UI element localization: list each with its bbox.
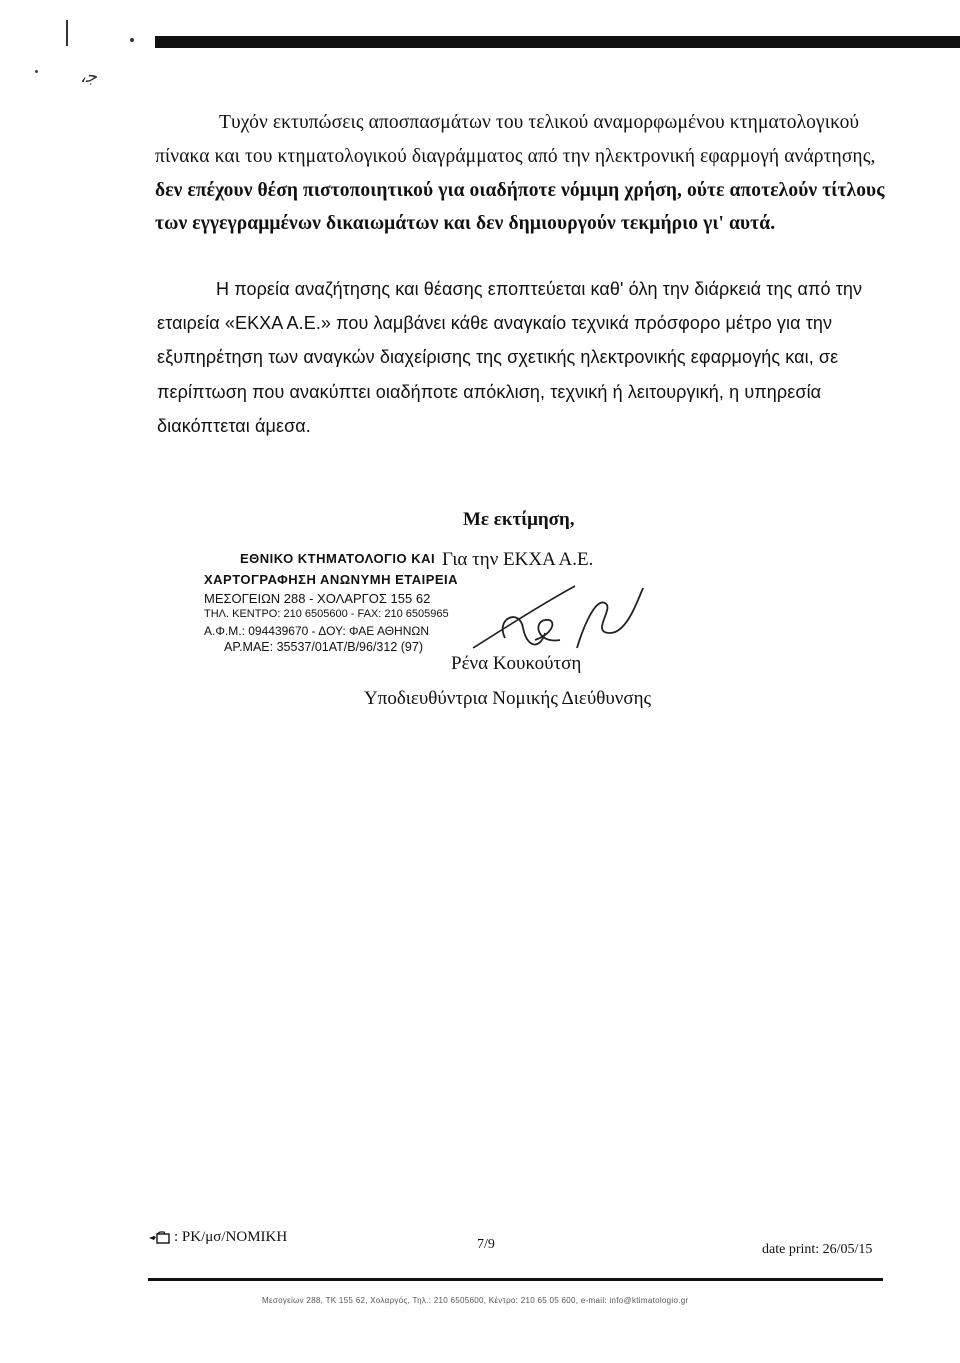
closing-regards: Με εκτίμηση, <box>463 509 575 530</box>
date-print: date print: 26/05/15 <box>762 1242 873 1257</box>
footer-reference <box>148 1229 287 1246</box>
paragraph-line: εξυπηρέτηση των αναγκών διαχείρισης της σχετικής ηλεκτρονικής εφαρμογής και, σε <box>157 347 839 367</box>
stamp-line: ΤΗΛ. ΚΕΝΤΡΟ: 210 6505600 - FAX: 210 6505965 <box>204 608 449 620</box>
paragraph-line: των εγγεγραμμένων δικαιωμάτων και δεν δημιουργούν τεκμήριο γι' αυτά. <box>155 213 776 234</box>
stamp-line: ΕΘΝΙΚΟ ΚΤΗΜΑΤΟΛΟΓΙΟ ΚΑΙ <box>240 551 436 566</box>
signatory-title: Υποδιευθύντρια Νομικής Διεύθυνσης <box>364 688 652 709</box>
scan-mark <box>66 20 68 46</box>
signatory-name: Ρένα Κουκούτση <box>451 653 582 674</box>
paragraph-line: διακόπτεται άμεσα. <box>157 416 311 436</box>
scan-mark: ،ﺟ <box>80 66 97 86</box>
stamp-line: ΧΑΡΤΟΓΡΑΦΗΣΗ ΑΝΩΝΥΜΗ ΕΤΑΙΡΕΙΑ <box>204 572 459 587</box>
paragraph-line: Τυχόν εκτυπώσεις αποσπασμάτων του τελικού αναμορφωμένου κτηματολογικού <box>219 112 860 133</box>
paragraph-line: Η πορεία αναζήτησης και θέασης εποπτεύεται καθ' όλη την διάρκειά της από την <box>216 279 863 299</box>
paragraph-line: δεν επέχουν θέση πιστοποιητικού για οιαδήποτε νόμιμη χρήση, ούτε αποτελούν τίτλους <box>155 180 885 201</box>
stamp-line: ΜΕΣΟΓΕΙΩΝ 288 - ΧΟΛΑΡΓΟΣ 155 62 <box>204 591 431 606</box>
paragraph-line: εταιρεία «ΕΚΧΑ Α.Ε.» που λαμβάνει κάθε αναγκαίο τεχνικά πρόσφορο μέτρο για την <box>157 313 833 333</box>
stamp-line: Α.Φ.Μ.: 094439670 - ΔΟΥ: ΦΑΕ ΑΘΗΝΩΝ <box>204 624 429 638</box>
footer-ref-text: : PK/μσ/ΝΟΜΙΚΗ <box>174 1229 288 1245</box>
footer-address: Μεσογείων 288, ΤΚ 155 62, Χολαργός, Τηλ.: 210 6505600, Κέντρο: 210 65 05 600, e-mail: info@ktimatologio.gr <box>262 1296 689 1305</box>
scan-dot <box>35 70 38 73</box>
page-number: 7/9 <box>477 1237 495 1252</box>
stamp-line: ΑΡ.ΜΑΕ: 35537/01ΑΤ/Β/96/312 (97) <box>224 640 423 654</box>
closing-company: Για την ΕΚΧΑ Α.Ε. <box>442 549 594 570</box>
footer-rule <box>148 1278 883 1281</box>
paragraph-line: περίπτωση που ανακύπτει οιαδήποτε απόκλιση, τεχνική ή λειτουργική, η υπηρεσία <box>157 382 822 402</box>
scan-dot <box>130 38 134 42</box>
header-rule <box>155 36 960 48</box>
paragraph-line: πίνακα και του κτηματολογικού διαγράμματος από την ηλεκτρονική εφαρμογή ανάρτησης, <box>155 146 876 167</box>
pointing-hand-folder-icon <box>148 1231 172 1245</box>
